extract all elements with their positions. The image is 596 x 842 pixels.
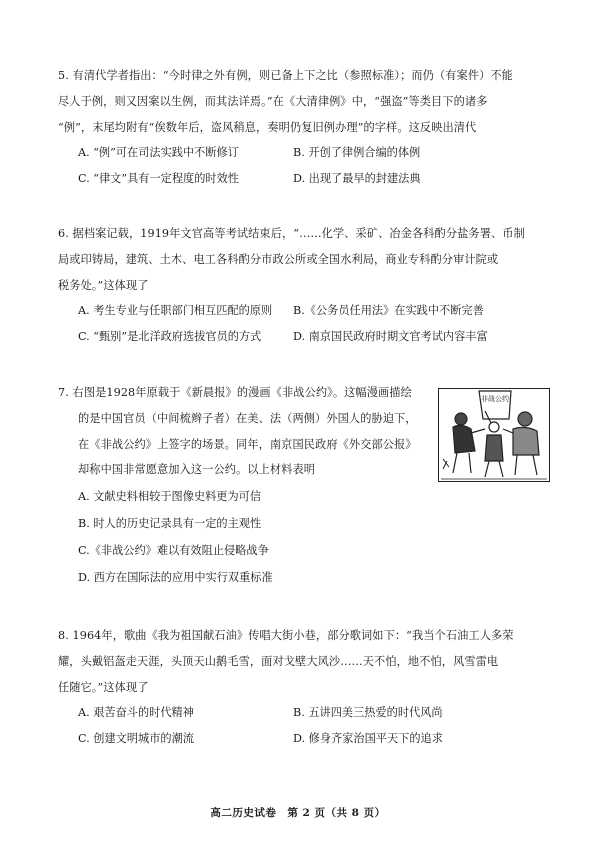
middle-figure [485,411,503,477]
option-6a[interactable]: A. 考生专业与任职部门相互匹配的原则 [78,304,273,318]
question-5-stem-line-3: “例”，末尾均附有“俟数年后，盗风稍息，奏明仍复旧例办理”的字样。这反映出清代 [58,120,477,134]
option-8c[interactable]: C. 创建文明城市的潮流 [78,732,194,746]
left-figure [453,413,485,473]
question-8-stem-line-3: 任随它。”这体现了 [58,680,149,694]
option-5c[interactable]: C. “律文”具有一定程度的时效性 [78,172,239,186]
question-7-stem-line-4: 却称中国非常愿意加入这一公约。以上材料表明 [78,463,316,477]
option-7b[interactable]: B. 时人的历史记录具有一定的主观性 [78,516,262,530]
question-7-stem [58,385,428,479]
option-6b[interactable]: B.《公务员任用法》在实践中不断完善 [293,304,484,318]
artist-mark [443,459,449,469]
option-6c[interactable]: C. “甄别”是北洋政府选拔官员的方式 [78,330,262,344]
question-6-stem-line-2: 局或印铸局，建筑、土木、电工各科酌分市政公所或全国水利局，商业专科酌分审计院或 [58,252,499,266]
page-footer: 高二历史试卷 第 2 页（共 8 页） [210,807,386,819]
question-5-stem-line-1: 5. 有清代学者指出：“今时律之外有例，则已备上下之比（参照标准）；而仍（有案件）不能 [58,69,513,82]
option-5b[interactable]: B. 开创了律例合编的体例 [293,146,421,160]
question-7-stem-line-2: 的是中国官员（中间梳辫子者）在美、法（两侧）外国人的胁迫下， [78,411,417,425]
question-8-stem-line-2: 耀，头戴铝盔走天涯，头顶天山鹅毛雪，面对戈壁大风沙……天不怕，地不怕，风雪雷电 [58,654,499,668]
option-7d[interactable]: D. 西方在国际法的应用中实行双重标准 [78,570,273,584]
question-8-options [58,705,548,748]
question-8 [58,628,548,748]
question-6-options [58,303,548,346]
question-5-options [58,145,548,188]
question-7-stem-line-3: 在《非战公约》上签字的场景。同年，南京国民政府《外交部公报》 [78,437,417,451]
signboard [479,391,511,419]
question-5 [58,68,548,188]
question-5-stem-line-2: 尽人于例，则又因案以生例，而其法详焉。”在《大清律例》中，“强盗”等类目下的诸多 [58,94,488,108]
option-7c[interactable]: C.《非战公约》难以有效阻止侵略战争 [78,543,269,557]
option-8d[interactable]: D. 修身齐家治国平天下的追求 [293,732,443,746]
option-5a[interactable]: A. “例”可在司法实践中不断修订 [78,146,239,160]
option-6d[interactable]: D. 南京国民政府时期文官考试内容丰富 [293,330,488,344]
right-figure [503,412,539,475]
option-5d[interactable]: D. 出现了最早的封建法典 [293,172,421,186]
question-6-stem-line-3: 税务处。”这体现了 [58,278,149,292]
question-7-stem-line-1: 7. 右图是1928年原载于《新晨报》的漫画《非战公约》。这幅漫画描绘 [58,386,412,399]
question-6-stem-line-1: 6. 据档案记载，1919年文官高等考试结束后，“……化学、采矿、冶金各科酌分盐务署、币制 [58,227,525,240]
option-7a[interactable]: A. 文献史料相较于图像史料更为可信 [78,490,262,504]
cartoon-drawing [439,389,549,481]
question-7-options [58,489,548,586]
question-6 [58,226,548,346]
signboard-caption: 非战公约 [481,395,509,403]
option-8b[interactable]: B. 五讲四美三热爱的时代风尚 [293,706,443,720]
cartoon-illustration [438,388,550,482]
question-8-stem-line-1: 8. 1964年，歌曲《我为祖国献石油》传唱大街小巷，部分歌词如下：“我当个石油工人多荣 [58,629,514,642]
option-8a[interactable]: A. 艰苦奋斗的时代精神 [78,706,194,720]
